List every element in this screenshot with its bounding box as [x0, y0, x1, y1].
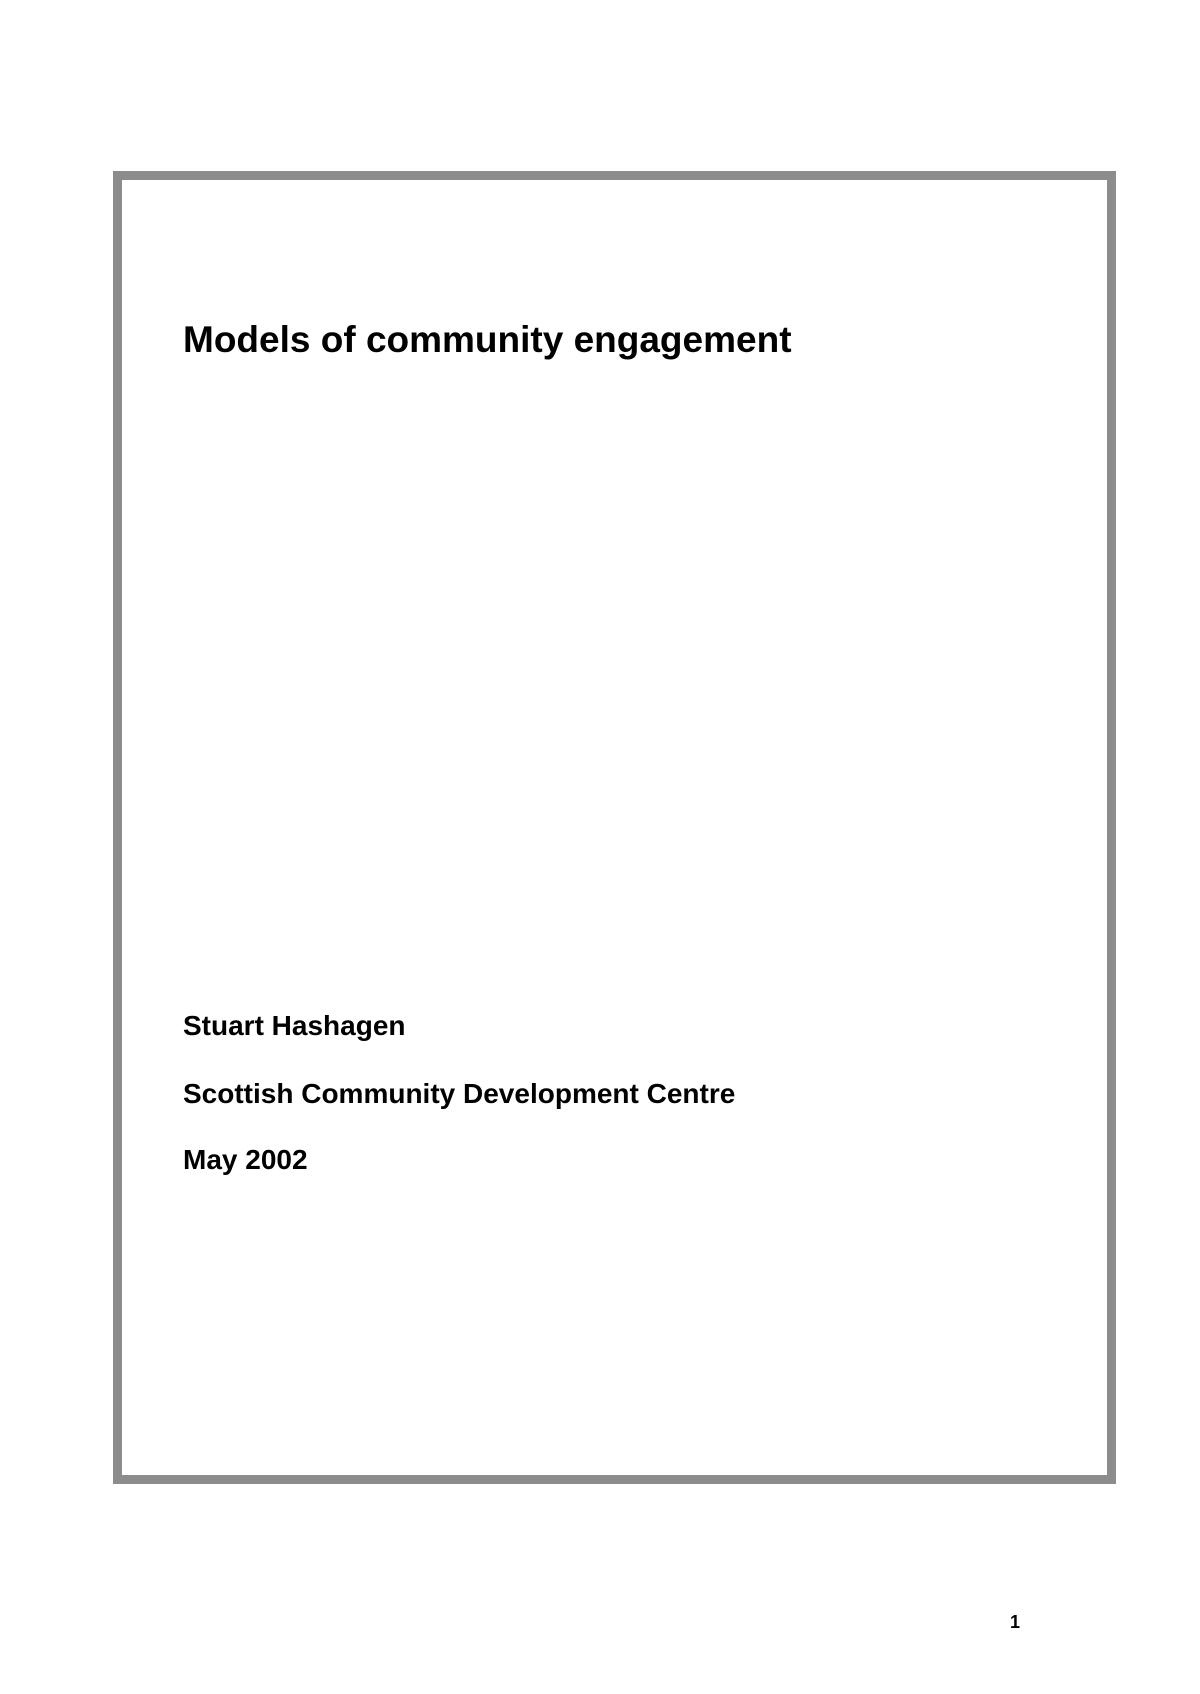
page-number: 1 [1010, 1612, 1021, 1632]
cover-frame [113, 171, 1116, 1484]
document-title: Models of community engagement [183, 319, 792, 360]
organisation-name: Scottish Community Development Centre [183, 1078, 736, 1109]
publication-date: May 2002 [183, 1144, 308, 1175]
author-name: Stuart Hashagen [183, 1010, 406, 1041]
